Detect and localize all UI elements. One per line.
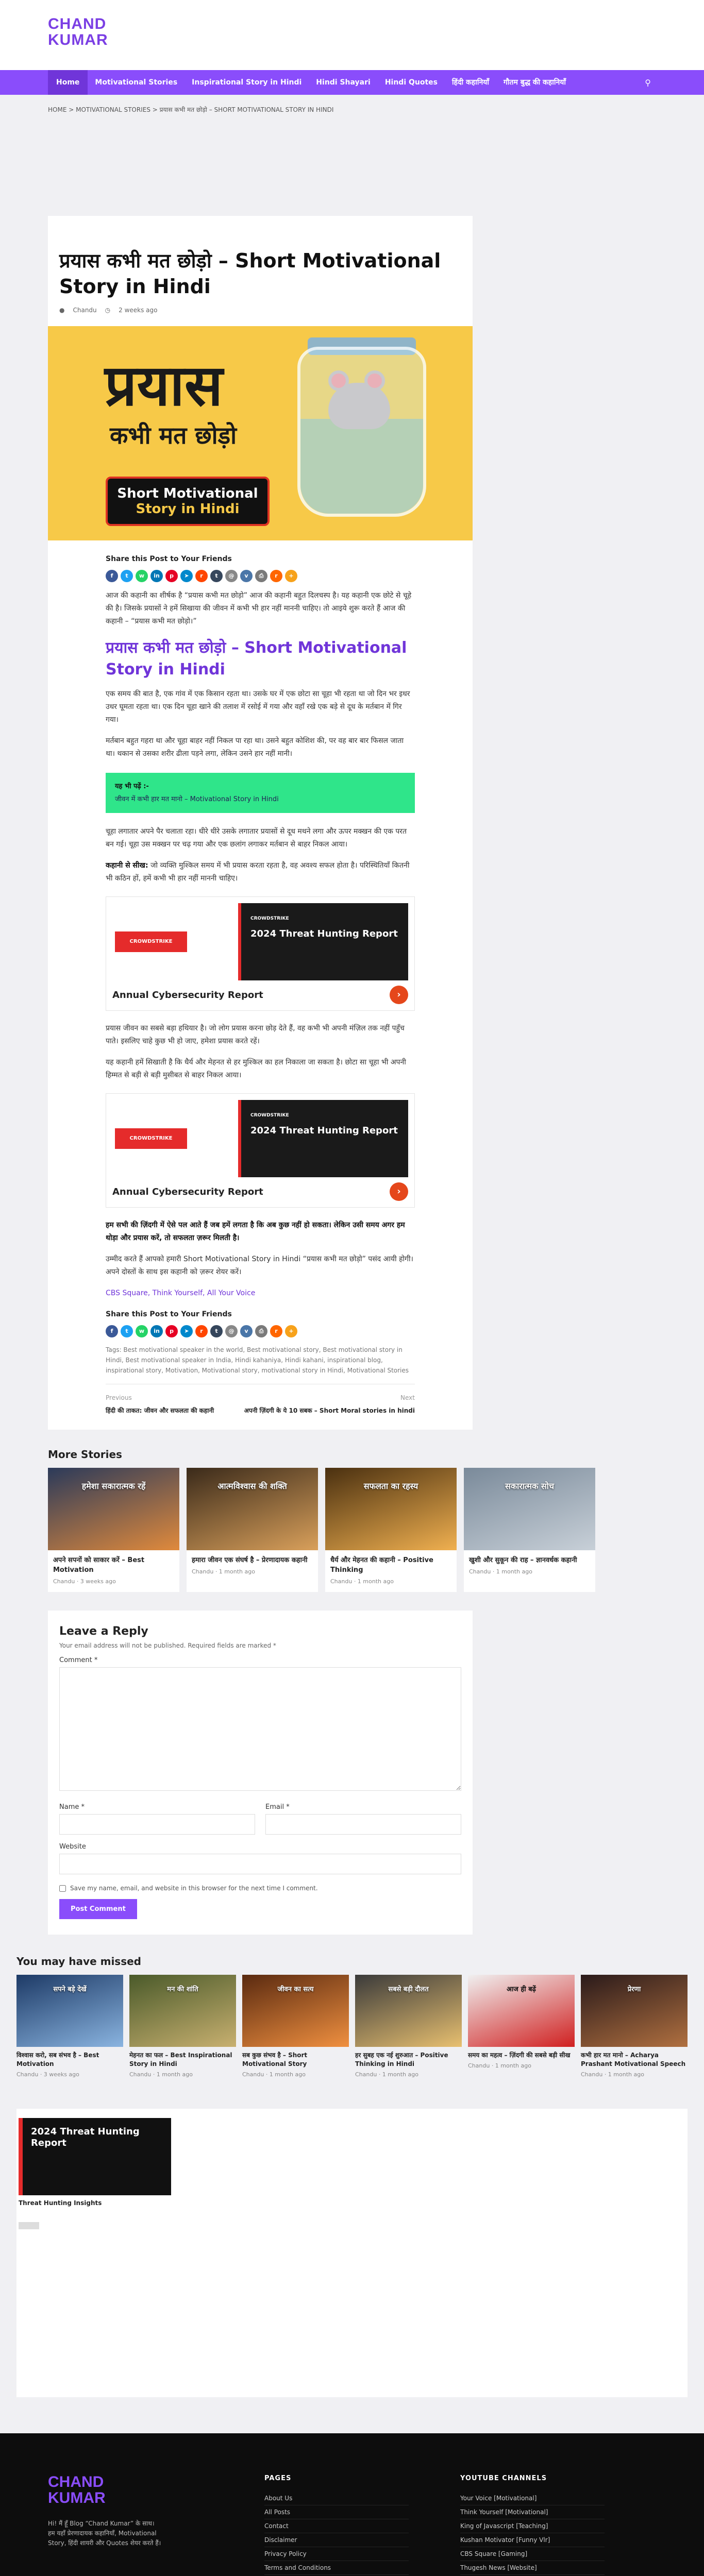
- share-more-icon[interactable]: +: [285, 570, 297, 582]
- footer-link[interactable]: Contact: [264, 2519, 409, 2533]
- advertisement[interactable]: [106, 896, 415, 1011]
- story-thumbnail[interactable]: सकारात्मक सोच: [464, 1468, 595, 1550]
- read-also-title: यह भी पढ़ें :-: [115, 783, 149, 790]
- email-icon[interactable]: @: [225, 1325, 238, 1337]
- share-more-icon[interactable]: +: [285, 1325, 297, 1337]
- story-thumbnail[interactable]: सफलता का रहस्य: [325, 1468, 457, 1550]
- related-links[interactable]: CBS Square, Think Yourself, All Your Voice: [106, 1289, 256, 1297]
- read-also-box: [106, 773, 415, 813]
- youtube-channel-link[interactable]: Think Yourself [Motivational]: [460, 2505, 605, 2519]
- nav-item-motivational-stories[interactable]: Motivational Stories: [95, 78, 178, 87]
- nav-item-hindi-kahaniya[interactable]: हिंदी कहानियाँ: [452, 78, 489, 87]
- telegram-icon[interactable]: ➤: [180, 570, 193, 582]
- post-paragraph: कहानी से सीख: जो व्यक्ति मुश्किल समय में भी प्रयास करता रहता है, वह अवश्य सफल होता है। परिस्थितियाँ कितनी भी कठिन हों, हमें कभी भी हार नहीं माननी चाहिए।: [106, 861, 410, 883]
- post-author[interactable]: Chandu: [73, 307, 97, 314]
- arrow-right-icon[interactable]: ›: [390, 986, 408, 1004]
- post-article: [48, 216, 473, 1430]
- youtube-channel-link[interactable]: Thugesh News [Website]: [460, 2561, 605, 2575]
- bottom-ad-caption[interactable]: Threat Hunting Insights: [19, 2199, 102, 2207]
- missed-card[interactable]: आज ही बढ़ें समय का महत्व – ज़िंदगी की सबसे बड़ी सीख Chandu · 1 month ago: [468, 1975, 575, 2078]
- hero-badge: Short Motivational Story in Hindi: [106, 477, 270, 526]
- facebook-icon[interactable]: f: [106, 1325, 118, 1337]
- footer-pages-title: PAGES: [264, 2475, 292, 2482]
- missed-thumbnail[interactable]: मन की शांति: [129, 1975, 236, 2047]
- next-post[interactable]: Next अपनी ज़िंदगी के ये 10 सबक – Short Moral stories in hindi: [244, 1394, 415, 1414]
- author-icon: ●: [59, 307, 65, 314]
- story-thumbnail[interactable]: हमेशा सकारात्मक रहें: [48, 1468, 179, 1550]
- whatsapp-icon[interactable]: w: [136, 1325, 148, 1337]
- print-icon[interactable]: ⎙: [255, 570, 267, 582]
- footer-logo-line2[interactable]: KUMAR: [48, 2489, 106, 2506]
- post-paragraph: यह कहानी हमें सिखाती है कि धैर्य और मेहनत से हर मुश्किल का हल निकाला जा सकता है। छोटा सा चूहा भी अपनी हिम्मत से बड़ी से बड़ी मुसीबत से बाहर निकल आया।: [106, 1058, 406, 1079]
- ad-title[interactable]: Annual Cybersecurity Report: [112, 989, 263, 1001]
- post-intro: आज की कहानी का शीर्षक है “प्रयास कभी मत छोड़ो” आज की कहानी बहुत दिलचस्प है। यह कहानी एक छोटे से चूहे की है। जिसके प्रयासों ने हमें सिखाया की जीवन में कभी भी हार नहीं माननी चाहिए। तो आइये शुरू करते हैं आज की कहानी – “प्रयास कभी मत छोड़ो।”: [106, 591, 412, 625]
- bottom-advertisement[interactable]: [16, 2109, 688, 2397]
- missed-thumbnail[interactable]: सपने बड़े देखें: [16, 1975, 123, 2047]
- mouse-ear-left: [328, 370, 349, 391]
- site-footer: [0, 2433, 704, 2576]
- footer-logo-line1[interactable]: CHAND: [48, 2473, 104, 2490]
- site-header: [0, 0, 704, 70]
- vk-icon[interactable]: v: [240, 570, 253, 582]
- rss-icon[interactable]: r: [270, 1325, 282, 1337]
- linkedin-icon[interactable]: in: [150, 1325, 163, 1337]
- reddit-icon[interactable]: r: [195, 570, 208, 582]
- footer-link[interactable]: Disclaimer: [264, 2533, 409, 2547]
- name-field[interactable]: [59, 1814, 255, 1835]
- save-info-checkbox[interactable]: [59, 1885, 66, 1892]
- missed-card[interactable]: सबसे बड़ी दौलत हर सुबह एक नई शुरुआत – Positive Thinking in Hindi Chandu · 1 month ago: [355, 1975, 462, 2078]
- site-logo-line2[interactable]: KUMAR: [48, 31, 108, 48]
- arrow-right-icon[interactable]: ›: [390, 1182, 408, 1201]
- advertisement[interactable]: [106, 1093, 415, 1208]
- post-date: 2 weeks ago: [119, 307, 158, 314]
- save-info-row: [59, 1885, 461, 1892]
- share-buttons: [106, 570, 415, 582]
- clock-icon: ◷: [105, 307, 111, 314]
- comment-label: Comment *: [59, 1656, 98, 1664]
- nav-item-gautam-buddha[interactable]: गौतम बुद्ध की कहानियाँ: [503, 78, 566, 87]
- share-title: Share this Post to Your Friends: [106, 555, 232, 563]
- reply-title: Leave a Reply: [59, 1625, 148, 1638]
- pinterest-icon[interactable]: p: [165, 570, 178, 582]
- youtube-channel-link[interactable]: Kushan Motivator [Funny Vlr]: [460, 2533, 605, 2547]
- reply-note: Your email address will not be published. Required fields are marked *: [59, 1642, 276, 1649]
- nav-item-inspirational-story[interactable]: Inspirational Story in Hindi: [192, 78, 302, 87]
- linkedin-icon[interactable]: in: [150, 570, 163, 582]
- nav-item-hindi-quotes[interactable]: Hindi Quotes: [384, 78, 438, 87]
- hero-subheading: कभी मत छोड़ो: [110, 421, 237, 449]
- nav-item-hindi-shayari[interactable]: Hindi Shayari: [316, 78, 371, 87]
- footer-description: Hi! मैं हूँ Blog “Chand Kumar” के साथ। हम यहाँ प्रेरणादायक कहानियाँ, Motivational Story, हिंदी शायरी और Quotes शेयर करते हैं।: [48, 2520, 161, 2547]
- breadcrumb: HOME > MOTIVATIONAL STORIES > प्रयास कभी मत छोड़ो – SHORT MOTIVATIONAL STORY IN HINDI: [48, 106, 334, 113]
- ad-image: CROWDSTRIKE 2024 Threat Hunting Report: [238, 1100, 408, 1177]
- share-buttons: [106, 1325, 415, 1337]
- post-comment-button[interactable]: Post Comment: [59, 1899, 137, 1919]
- story-card[interactable]: हमेशा सकारात्मक रहें अपने सपनों को साकार करें – Best Motivation Chandu · 3 weeks ago: [48, 1468, 179, 1592]
- jar-water: [300, 419, 423, 514]
- youtube-channel-link[interactable]: King of Javascript [Teaching]: [460, 2519, 605, 2533]
- main-nav: [0, 70, 704, 95]
- vk-icon[interactable]: v: [240, 1325, 253, 1337]
- comment-textarea[interactable]: [59, 1667, 461, 1791]
- story-card[interactable]: सकारात्मक सोच खुशी और सुकून की राह – ज्ञानवर्धक कहानी Chandu · 1 month ago: [464, 1468, 595, 1592]
- email-field[interactable]: [265, 1814, 461, 1835]
- email-icon[interactable]: @: [225, 570, 238, 582]
- story-thumbnail[interactable]: आत्मविश्वास की शक्ति: [187, 1468, 318, 1550]
- post-meta: [59, 307, 461, 314]
- post-paragraph: प्रयास जीवन का सबसे बड़ा हथियार है। जो लोग प्रयास करना छोड़ देते हैं, वह कभी भी अपनी मंज़िल तक नहीं पहुँच पाते। इसलिए चाहे कुछ भी हो जाए, हमेशा प्रयास करते रहें।: [106, 1024, 405, 1045]
- footer-link[interactable]: Privacy Policy: [264, 2547, 409, 2561]
- missed-card[interactable]: प्रेरणा कभी हार मत मानो – Acharya Prashant Motivational Speech Chandu · 1 month ago: [581, 1975, 688, 2078]
- missed-thumbnail[interactable]: आज ही बढ़ें: [468, 1975, 575, 2047]
- tumblr-icon[interactable]: t: [210, 570, 223, 582]
- search-icon[interactable]: ⚲: [645, 77, 651, 88]
- footer-link[interactable]: About Us: [264, 2492, 409, 2505]
- post-tags[interactable]: Tags: Best motivational speaker in the world, Best motivational story, Best motivational story in Hindi, Best motivational speaker in India, Hindi kahaniya, Hindi kahani, inspirational blog, inspirational story, Motivation, Motivational story, motivational story in Hindi, Motivational Stories: [106, 1346, 409, 1374]
- more-stories-list: [48, 1468, 704, 1592]
- post-paragraph: मर्तबान बहुत गहरा था और चूहा बाहर नहीं निकल पा रहा था। उसने बहुत कोशिश की, पर वह बार बार फिसल जाता था। थकान से उसका शरीर ढीला पड़ने लगा, लेकिन उसने हार नहीं मानी।: [106, 737, 404, 758]
- missed-thumbnail[interactable]: सबसे बड़ी दौलत: [355, 1975, 462, 2047]
- twitter-icon[interactable]: t: [121, 570, 133, 582]
- post-subheading: प्रयास कभी मत छोड़ो – Short Motivational Story in Hindi: [106, 639, 407, 679]
- pinterest-icon[interactable]: p: [165, 1325, 178, 1337]
- youtube-channel-link[interactable]: CBS Square [Gaming]: [460, 2547, 605, 2561]
- post-paragraph: चूहा लगातार अपने पैर चलाता रहा। धीरे धीरे उसके लगातार प्रयासों से दूध मथने लगा और ऊपर मक्खन की एक परत बन गई। चूहा उस मक्खन पर चढ़ गया और एक छलांग लगाकर मर्तबान से बाहर निकल आया।: [106, 827, 407, 849]
- rss-icon[interactable]: r: [270, 570, 282, 582]
- footer-link[interactable]: Terms and Conditions: [264, 2561, 409, 2575]
- missed-thumbnail[interactable]: जीवन का सत्य: [242, 1975, 349, 2047]
- footer-youtube-title: YOUTUBE CHANNELS: [460, 2475, 547, 2482]
- missed-card[interactable]: जीवन का सत्य सब कुछ संभव है – Short Motivational Story Chandu · 1 month ago: [242, 1975, 349, 2078]
- email-label: Email *: [265, 1803, 290, 1811]
- featured-image: [48, 326, 473, 540]
- missed-title: You may have missed: [16, 1955, 141, 1968]
- hero-heading: प्रयास: [105, 352, 223, 418]
- share-title: Share this Post to Your Friends: [106, 1310, 232, 1318]
- post-title: प्रयास कभी मत छोड़ो – Short Motivational Story in Hindi: [59, 249, 441, 298]
- prev-post[interactable]: Previous हिंदी की ताकत: जीवन और सफलता की कहानी: [106, 1394, 214, 1414]
- ad-title[interactable]: Annual Cybersecurity Report: [112, 1186, 263, 1197]
- ad-logo: CROWDSTRIKE: [112, 1100, 190, 1177]
- tumblr-icon[interactable]: t: [210, 1325, 223, 1337]
- site-logo-line1[interactable]: CHAND: [48, 15, 107, 32]
- ad-logo: CROWDSTRIKE: [112, 903, 190, 980]
- missed-card[interactable]: मन की शांति मेहनत का फल – Best Inspirational Story in Hindi Chandu · 1 month ago: [129, 1975, 236, 2078]
- twitter-icon[interactable]: t: [121, 1325, 133, 1337]
- save-info-label: Save my name, email, and website in this browser for the next time I comment.: [70, 1885, 318, 1892]
- facebook-icon[interactable]: f: [106, 570, 118, 582]
- story-card[interactable]: आत्मविश्वास की शक्ति हमारा जीवन एक संघर्ष है – प्रेरणादायक कहानी Chandu · 1 month ago: [187, 1468, 318, 1592]
- missed-section: [16, 1955, 688, 2078]
- youtube-channel-link[interactable]: Your Voice [Motivational]: [460, 2492, 605, 2505]
- website-field[interactable]: [59, 1854, 461, 1874]
- telegram-icon[interactable]: ➤: [180, 1325, 193, 1337]
- whatsapp-icon[interactable]: w: [136, 570, 148, 582]
- post-navigation: [106, 1384, 415, 1417]
- missed-thumbnail[interactable]: प्रेरणा: [581, 1975, 688, 2047]
- name-label: Name *: [59, 1803, 85, 1811]
- read-also-link[interactable]: जीवन में कभी हार मत मानो – Motivational Story in Hindi: [115, 795, 279, 803]
- ad-choices-icon[interactable]: [19, 2222, 39, 2229]
- comment-form: [48, 1611, 473, 1935]
- nav-item-home[interactable]: Home: [48, 70, 88, 95]
- bottom-ad-image[interactable]: 2024 Threat Hunting Report: [19, 2118, 171, 2195]
- footer-link[interactable]: All Posts: [264, 2505, 409, 2519]
- more-stories-title: More Stories: [48, 1448, 122, 1461]
- website-label: Website: [59, 1843, 86, 1851]
- post-paragraph: हम सभी की ज़िंदगी में ऐसे पल आते हैं जब हमें लगता है कि अब कुछ नहीं हो सकता। लेकिन उसी समय अगर हम थोड़ा और प्रयास करें, तो सफलता ज़रूर मिलती है।: [106, 1221, 405, 1242]
- print-icon[interactable]: ⎙: [255, 1325, 267, 1337]
- missed-card[interactable]: सपने बड़े देखें विश्वास करो, सब संभव है – Best Motivation Chandu · 3 weeks ago: [16, 1975, 123, 2078]
- post-paragraph: उम्मीद करते हैं आपको हमारी Short Motivational Story in Hindi “प्रयास कभी मत छोड़ो” पसंद आयी होगी। अपने दोस्तों के साथ इस कहानी को ज़रूर शेयर करें।: [106, 1255, 413, 1276]
- mouse-ear-right: [364, 370, 385, 391]
- post-paragraph: एक समय की बात है, एक गांव में एक किसान रहता था। उसके घर में एक छोटा सा चूहा भी रहता था जो दिन भर इधर उधर घूमता रहता था। एक दिन चूहा खाने की तलाश में रसोई में गया और वहाँ रखे एक बड़े से दूध के मर्तबान में गिर गया।: [106, 690, 410, 724]
- story-card[interactable]: सफलता का रहस्य धैर्य और मेहनत की कहानी – Positive Thinking Chandu · 1 month ago: [325, 1468, 457, 1592]
- ad-image: CROWDSTRIKE 2024 Threat Hunting Report: [238, 903, 408, 980]
- reddit-icon[interactable]: r: [195, 1325, 208, 1337]
